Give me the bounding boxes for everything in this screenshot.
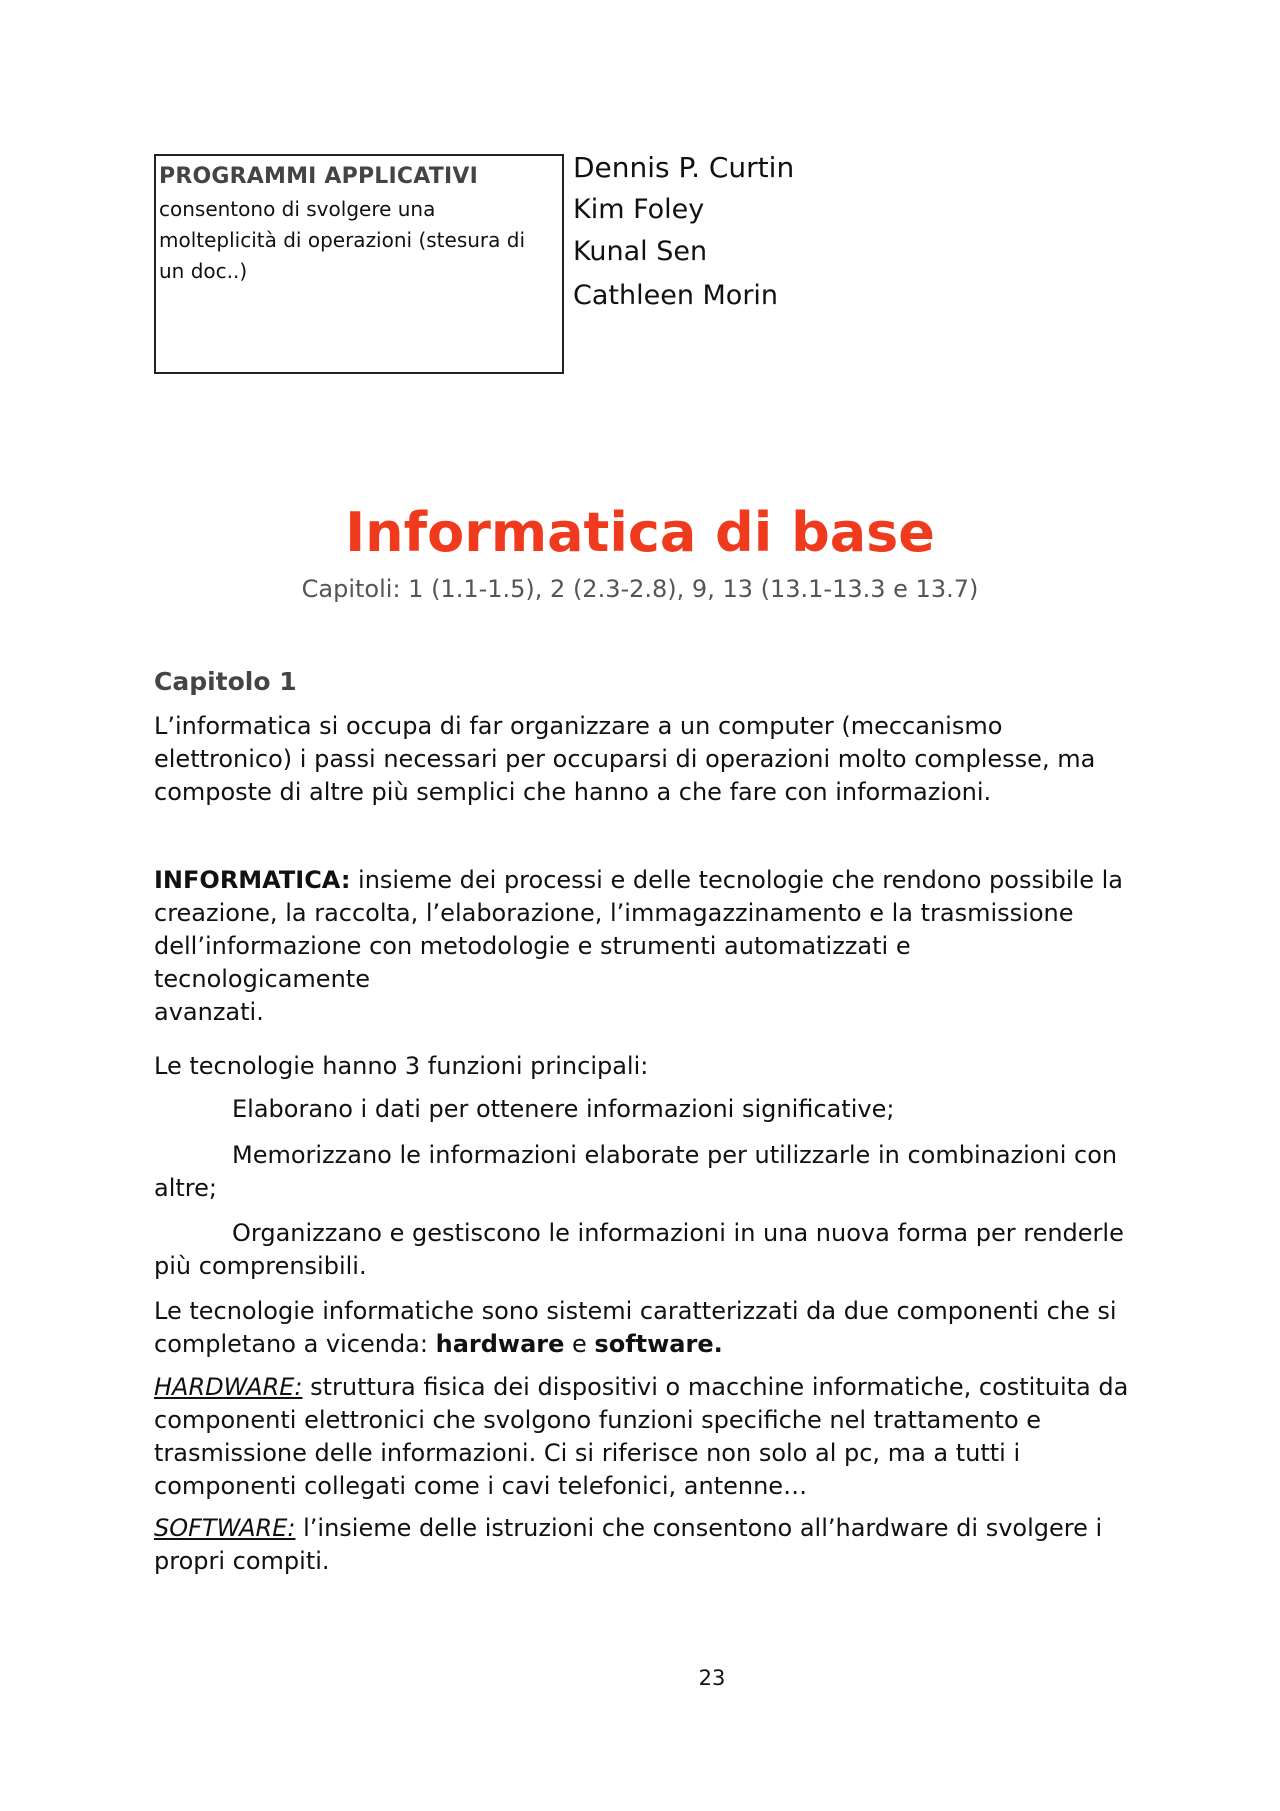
sidebar-box-line: molteplicità di operazioni (stesura di bbox=[159, 228, 525, 252]
author-name: Kunal Sen bbox=[573, 236, 708, 267]
text-line: avanzati. bbox=[154, 998, 264, 1026]
author-name: Cathleen Morin bbox=[573, 280, 779, 311]
text-line: composte di altre più semplici che hanno a che fare con informazioni. bbox=[154, 778, 992, 806]
definition-text: insieme dei processi e delle tecnologie che rendono possibile la bbox=[350, 866, 1123, 894]
software-definition bbox=[154, 1512, 1134, 1578]
page-number: 23 bbox=[698, 1666, 726, 1690]
sidebar-box-line: consentono di svolgere una bbox=[159, 197, 436, 221]
function-text: Organizzano e gestiscono le informazioni in una nuova forma per renderle bbox=[232, 1219, 1124, 1247]
function-text-continued: più comprensibili. bbox=[154, 1252, 367, 1280]
text-line: elettronico) i passi necessari per occuparsi di operazioni molto complesse, ma bbox=[154, 745, 1096, 773]
definition-text: l’insieme delle istruzioni che consentono all’hardware di svolgere i bbox=[295, 1514, 1103, 1542]
function-item bbox=[154, 1139, 1134, 1205]
informatica-term: INFORMATICA: bbox=[154, 866, 351, 894]
hardware-keyword: hardware bbox=[435, 1330, 565, 1358]
hardware-definition bbox=[154, 1371, 1134, 1503]
functions-intro: Le tecnologie hanno 3 funzioni principali: bbox=[154, 1052, 649, 1080]
text-line: propri compiti. bbox=[154, 1547, 330, 1575]
text-line: componenti elettronici che svolgono funzioni specifiche nel trattamento e bbox=[154, 1406, 1042, 1434]
text-fragment: e bbox=[564, 1330, 595, 1358]
hardware-software-paragraph bbox=[154, 1295, 1134, 1361]
informatica-definition bbox=[154, 864, 1134, 1029]
function-item bbox=[154, 1093, 1134, 1126]
function-text-continued: altre; bbox=[154, 1174, 217, 1202]
document-subtitle: Capitoli: 1 (1.1-1.5), 2 (2.3-2.8), 9, 13 (13.1-13.3 e 13.7) bbox=[301, 575, 979, 603]
function-text: Elaborano i dati per ottenere informazioni significative; bbox=[232, 1095, 895, 1123]
text-line: L’informatica si occupa di far organizzare a un computer (meccanismo bbox=[154, 712, 1003, 740]
author-name: Kim Foley bbox=[573, 194, 705, 225]
text-line bbox=[154, 1328, 1134, 1361]
intro-paragraph bbox=[154, 710, 1134, 809]
author-list bbox=[573, 150, 1073, 314]
function-item bbox=[154, 1217, 1134, 1283]
text-line: creazione, la raccolta, l’elaborazione, l’immagazzinamento e la trasmissione bbox=[154, 899, 1074, 927]
text-line: dell’informazione con metodologie e strumenti automatizzati e tecnologicamente bbox=[154, 932, 911, 993]
text-line bbox=[154, 1371, 1134, 1404]
software-keyword: software. bbox=[594, 1330, 723, 1358]
author-name: Dennis P. Curtin bbox=[573, 151, 795, 184]
sidebar-box-line: un doc..) bbox=[159, 259, 248, 283]
chapter-heading: Capitolo 1 bbox=[154, 667, 297, 696]
software-term: SOFTWARE: bbox=[154, 1514, 296, 1542]
document-title: Informatica di base bbox=[345, 501, 935, 564]
definition-text: struttura fisica dei dispositivi o macchine informatiche, costituita da bbox=[302, 1373, 1129, 1401]
function-text: Memorizzano le informazioni elaborate per utilizzarle in combinazioni con bbox=[232, 1141, 1118, 1169]
text-line bbox=[154, 1512, 1134, 1545]
text-fragment: completano a vicenda: bbox=[154, 1330, 436, 1358]
hardware-term: HARDWARE: bbox=[154, 1373, 303, 1401]
sidebar-box bbox=[154, 154, 564, 374]
text-line bbox=[154, 864, 1134, 897]
text-line: Le tecnologie informatiche sono sistemi caratterizzati da due componenti che si bbox=[154, 1297, 1117, 1325]
text-line: componenti collegati come i cavi telefonici, antenne… bbox=[154, 1472, 808, 1500]
text-line: trasmissione delle informazioni. Ci si riferisce non solo al pc, ma a tutti i bbox=[154, 1439, 1021, 1467]
sidebar-box-title: PROGRAMMI APPLICATIVI bbox=[159, 164, 478, 189]
